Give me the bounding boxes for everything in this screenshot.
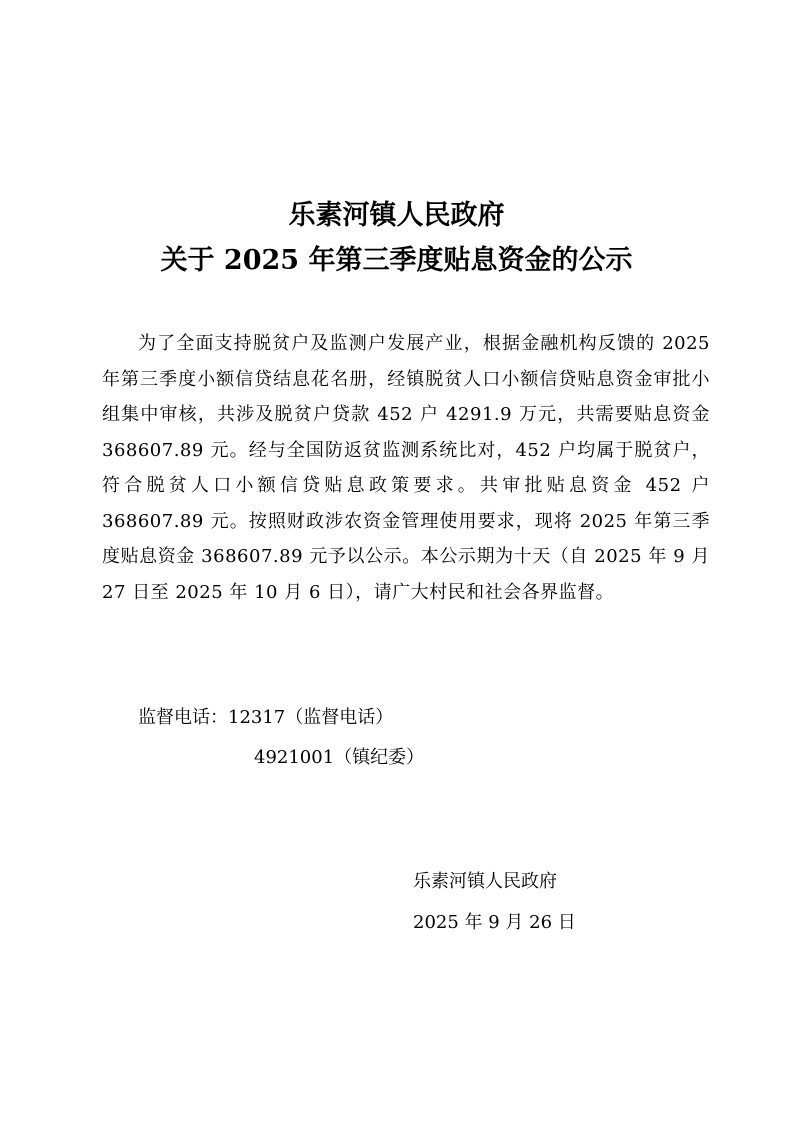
notice-body-paragraph: 为了全面支持脱贫户及监测户发展产业，根据金融机构反馈的 2025 年第三季度小额信贷结息花名册，经镇脱贫人口小额信贷贴息资金审批小组集中审核，共涉及脱贫户贷款 452 户 4291.9 万元，共需要贴息资金 368607.89 元。经与全国防返贫监测系统比对，452 户均属于脱贫户，符合脱贫人口小额信贷贴息政策要求。共审批贴息资金 452 户 368607.89 元。按照财政涉农资金管理使用要求，现将 2025 年第三季度贴息资金 368607.89 元予以公示。本公示期为十天（自 2025 年 9 月 27 日至 2025 年 10 月 6 日），请广大村民和社会各界监督。 [102, 333, 710, 603]
supervision-phone-label: 监督电话： [138, 707, 228, 728]
document-title-line-1: 乐素河镇人民政府 [288, 200, 505, 231]
document-title-line-2: 关于 2025 年第三季度贴息资金的公示 [160, 245, 633, 276]
signature-date: 2025 年 9 月 26 日 [413, 912, 576, 933]
signature-organization: 乐素河镇人民政府 [413, 871, 557, 892]
supervision-phone-line [138, 706, 393, 730]
supervision-phone-1: 12317（监督电话） [228, 707, 394, 728]
supervision-phone-2: 4921001（镇纪委） [254, 747, 425, 768]
